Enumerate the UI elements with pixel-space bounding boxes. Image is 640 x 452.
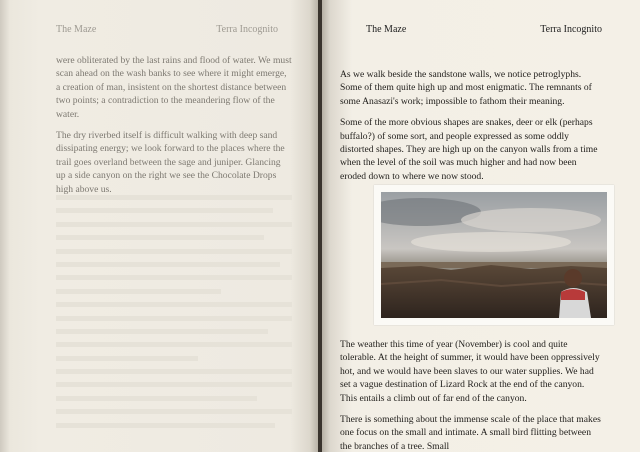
canyon-photo bbox=[381, 192, 607, 318]
left-page bbox=[0, 0, 318, 452]
right-header-title: The Maze bbox=[366, 24, 407, 35]
left-paragraph-1: were obliterated by the last rains and flood of water. We must scan ahead on the wash banks to see where it might emerge, a creation of man, insistent on the shortest distance between two points; a contradiction to the meandering flow of the water. bbox=[56, 55, 292, 120]
right-header-book: Terra Incognito bbox=[540, 24, 602, 35]
right-paragraph-1: As we walk beside the sandstone walls, we notice petroglyphs. Some of them quite high up and most enigmatic. The remnants of some Anasazi's work; impossible to fathom their meaning. bbox=[340, 69, 592, 107]
right-body-text-top bbox=[340, 68, 602, 191]
left-header-title: The Maze bbox=[56, 24, 97, 35]
right-paragraph-2: Some of the more obvious shapes are snakes, deer or elk (perhaps buffalo?) of some sort, and people expressed as some oddly distorted shapes. They are high up on the canyon walls from a time when the level of the soil was much higher and had now been eroded down to where we now stood. bbox=[340, 117, 598, 182]
right-body-text-bottom bbox=[340, 338, 602, 452]
left-body-text bbox=[56, 54, 292, 204]
right-paragraph-4: There is something about the immense scale of the place that makes one focus on the small and intimate. A small bird flitting between the branches of a tree. Small bbox=[340, 414, 601, 452]
right-page bbox=[322, 0, 640, 452]
bleed-through-lines bbox=[56, 195, 292, 436]
left-paragraph-2: The dry riverbed itself is difficult walking with deep sand dissipating energy; we look forward to the places where the trail goes overland between the sage and juniper. Glancing up a side canyon on the right we see the Chocolate Drops high above us. bbox=[56, 130, 285, 195]
right-paragraph-3: The weather this time of year (November) is cool and quite tolerable. At the height of summer, it would have been oppressively hot, and we would have been slaves to our water supplies. We had set a vague destination of Lizard Rock at the end of the canyon. This entails a climb out of far end of the canyon. bbox=[340, 339, 600, 404]
left-header-book: Terra Incognito bbox=[216, 24, 278, 35]
photo-frame bbox=[374, 185, 614, 325]
